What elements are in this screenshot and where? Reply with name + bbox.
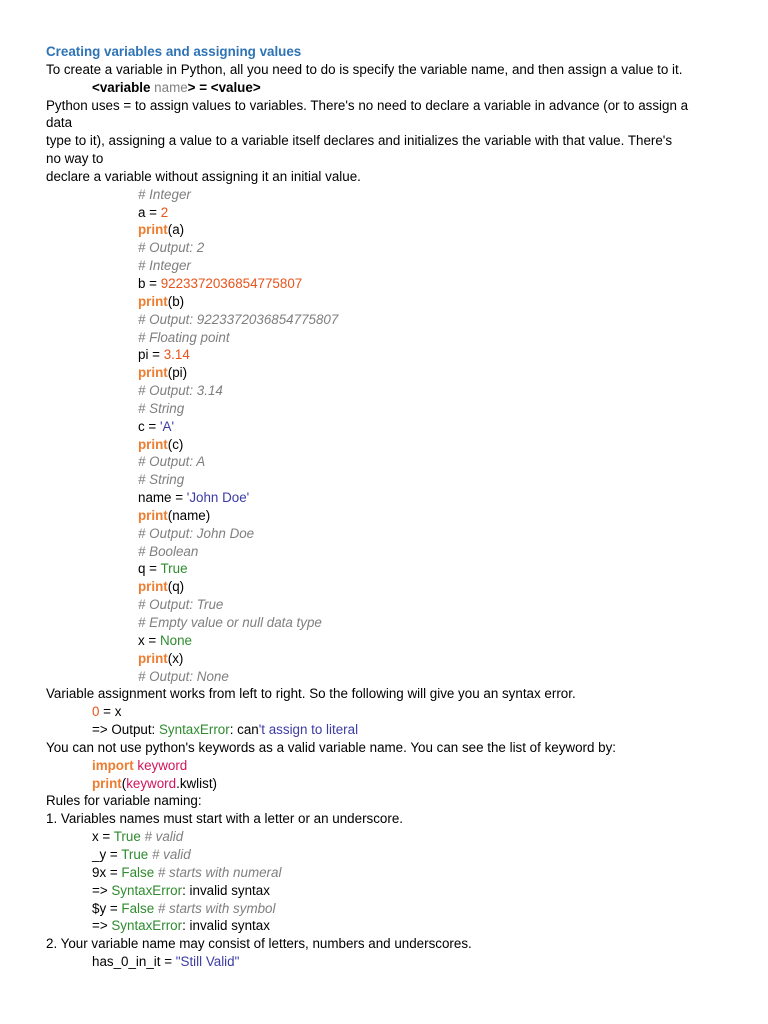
code-line: print(b) [138,293,185,309]
paragraph-line: Python uses = to assign values to variables. There's no need to declare a variable in advance (or to assign a [46,97,689,113]
code-line: => SyntaxError: invalid syntax [92,918,270,934]
code-block [46,186,748,686]
code-line: print(a) [138,222,185,238]
code-line: a = 2 [138,204,169,220]
code-comment: # Output: A [138,454,206,470]
code-comment: # Floating point [138,329,230,345]
code-comment: # Output: None [138,668,229,684]
code-comment: # Boolean [138,543,199,559]
code-line: print(c) [138,436,184,452]
code-line: x = True # valid [92,829,184,845]
paragraph-line: no way to [46,151,104,167]
code-line: _y = True # valid [92,846,191,862]
code-line: pi = 3.14 [138,347,190,363]
keywords-text: You can not use python's keywords as a valid variable name. You can see the list of keyword by: [46,739,617,755]
paragraph-line: data [46,115,73,131]
rule-2: 2. Your variable name may consist of letters, numbers and underscores. [46,936,472,952]
code-line: => SyntaxError: invalid syntax [92,882,270,898]
assignment-text: Variable assignment works from left to right. So the following will give you an syntax error. [46,686,576,702]
code-line: $y = False # starts with symbol [92,900,276,916]
code-comment: # Integer [138,258,191,274]
code-line: print(name) [138,507,211,523]
code-line: print(pi) [138,365,188,381]
code-line: print(x) [138,650,184,666]
code-line: print(keyword.kwlist) [92,775,218,791]
syntax-line: <variable name> = <value> [92,79,261,95]
code-comment: # Output: John Doe [138,525,255,541]
section-heading: Creating variables and assigning values [46,44,302,59]
code-comment: # Empty value or null data type [138,615,322,630]
paragraph-line: declare a variable without assigning it an initial value. [46,168,361,184]
code-line: b = 9223372036854775807 [138,275,303,291]
code-comment: # Output: 3.14 [138,383,223,399]
code-line: 9x = False # starts with numeral [92,864,282,880]
rule-1: 1. Variables names must start with a letter or an underscore. [46,811,403,827]
code-comment: # String [138,472,185,488]
code-comment: # String [138,400,185,416]
code-comment: # Integer [138,186,191,202]
code-line: => Output: SyntaxError: can't assign to literal [92,722,359,738]
code-line: 0 = x [92,704,122,720]
code-comment: # Output: True [138,597,224,613]
paragraph-line: type to it), assigning a value to a variable itself declares and initializes the variable with that value. There's [46,133,673,149]
document-page [46,43,748,971]
rules-title: Rules for variable naming: [46,793,202,809]
code-line: name = 'John Doe' [138,490,250,506]
code-comment: # Output: 9223372036854775807 [138,311,339,327]
code-line: x = None [138,632,192,648]
code-line: print(q) [138,579,185,595]
code-line: c = 'A' [138,418,175,434]
intro-text: To create a variable in Python, all you need to do is specify the variable name, and then assign a value to it. [46,61,683,77]
code-line: q = True [138,561,188,577]
code-line: has_0_in_it = "Still Valid" [92,954,240,970]
code-line: import keyword [92,757,188,773]
code-comment: # Output: 2 [138,240,205,256]
